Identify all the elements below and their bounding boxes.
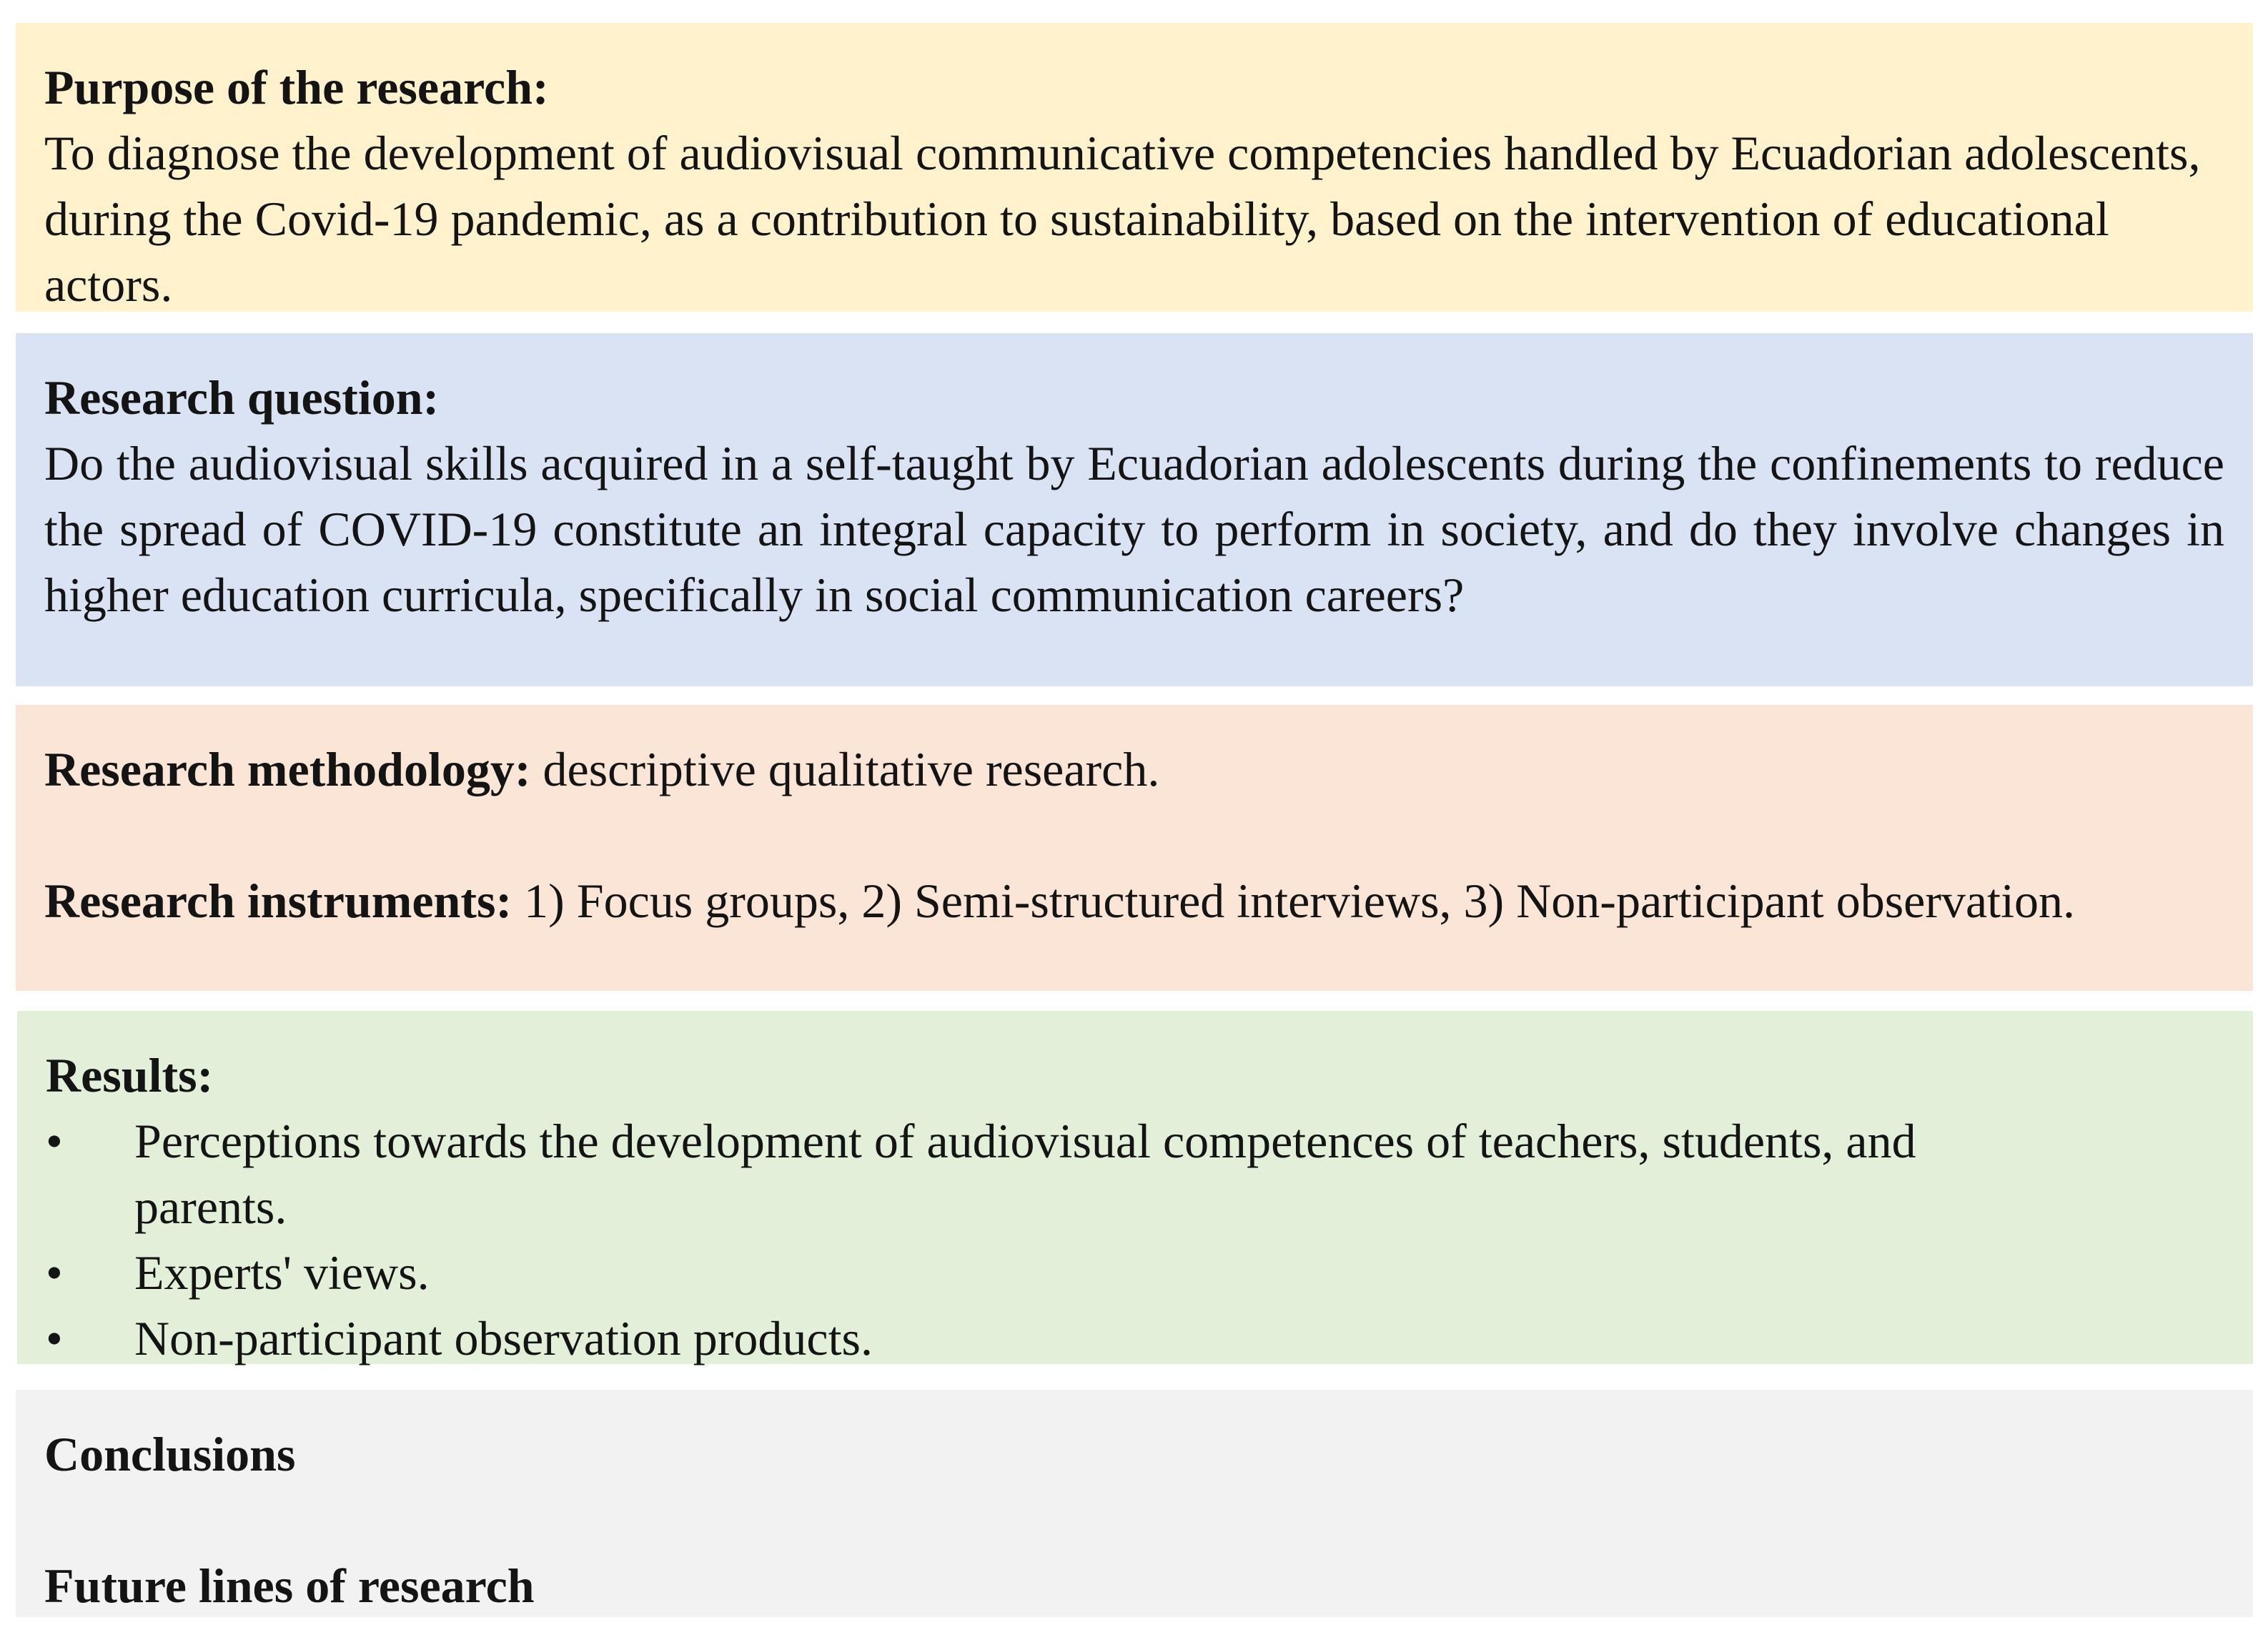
results-item-text: Experts' views. <box>134 1245 430 1300</box>
bullet-icon: • <box>46 1245 63 1300</box>
results-list <box>46 1108 2224 1371</box>
results-item-text: Non-participant observation products. <box>134 1311 873 1365</box>
conclusions-panel <box>16 1390 2253 1617</box>
instruments-text: 1) Focus groups, 2) Semi-structured interviews, 3) Non-participant observation. <box>512 874 2075 928</box>
conclusions-heading: Conclusions <box>44 1427 296 1481</box>
bullet-icon: • <box>46 1311 63 1365</box>
methodology-panel <box>16 705 2253 991</box>
research-question-heading: Research question: <box>44 370 440 425</box>
purpose-text: To diagnose the development of audiovisual communicative competencies handled by Ecuadorian adolescents, during the Covid-19 pandemic, as a contribution to sustainability, based on the intervention of educational actors. <box>44 126 2201 312</box>
purpose-panel <box>16 23 2253 312</box>
spacer <box>44 802 2224 868</box>
results-item <box>46 1240 2224 1305</box>
research-question-text: Do the audiovisual skills acquired in a self-taught by Ecuadorian adolescents during the confinements to reduce the spread of COVID-19 constitute an integral capacity to perform in society, and do they involve changes in higher education curricula, specifically in social communication careers? <box>44 436 2224 622</box>
bullet-icon: • <box>46 1114 63 1168</box>
future-lines-heading: Future lines of research <box>44 1559 535 1613</box>
spacer <box>44 1487 2224 1553</box>
methodology-heading: Research methodology: <box>44 742 531 796</box>
results-item-text: Perceptions towards the development of audiovisual competences of teachers, students, and parents. <box>134 1114 1916 1234</box>
research-question-panel <box>16 333 2253 686</box>
instruments-line <box>44 868 2224 934</box>
methodology-text: descriptive qualitative research. <box>530 742 1160 796</box>
results-heading: Results: <box>46 1048 214 1102</box>
results-panel <box>17 1011 2253 1364</box>
results-item <box>46 1305 2224 1371</box>
instruments-heading: Research instruments: <box>44 874 512 928</box>
methodology-line <box>44 736 2224 802</box>
purpose-heading: Purpose of the research: <box>44 60 549 114</box>
results-item <box>46 1108 2224 1240</box>
